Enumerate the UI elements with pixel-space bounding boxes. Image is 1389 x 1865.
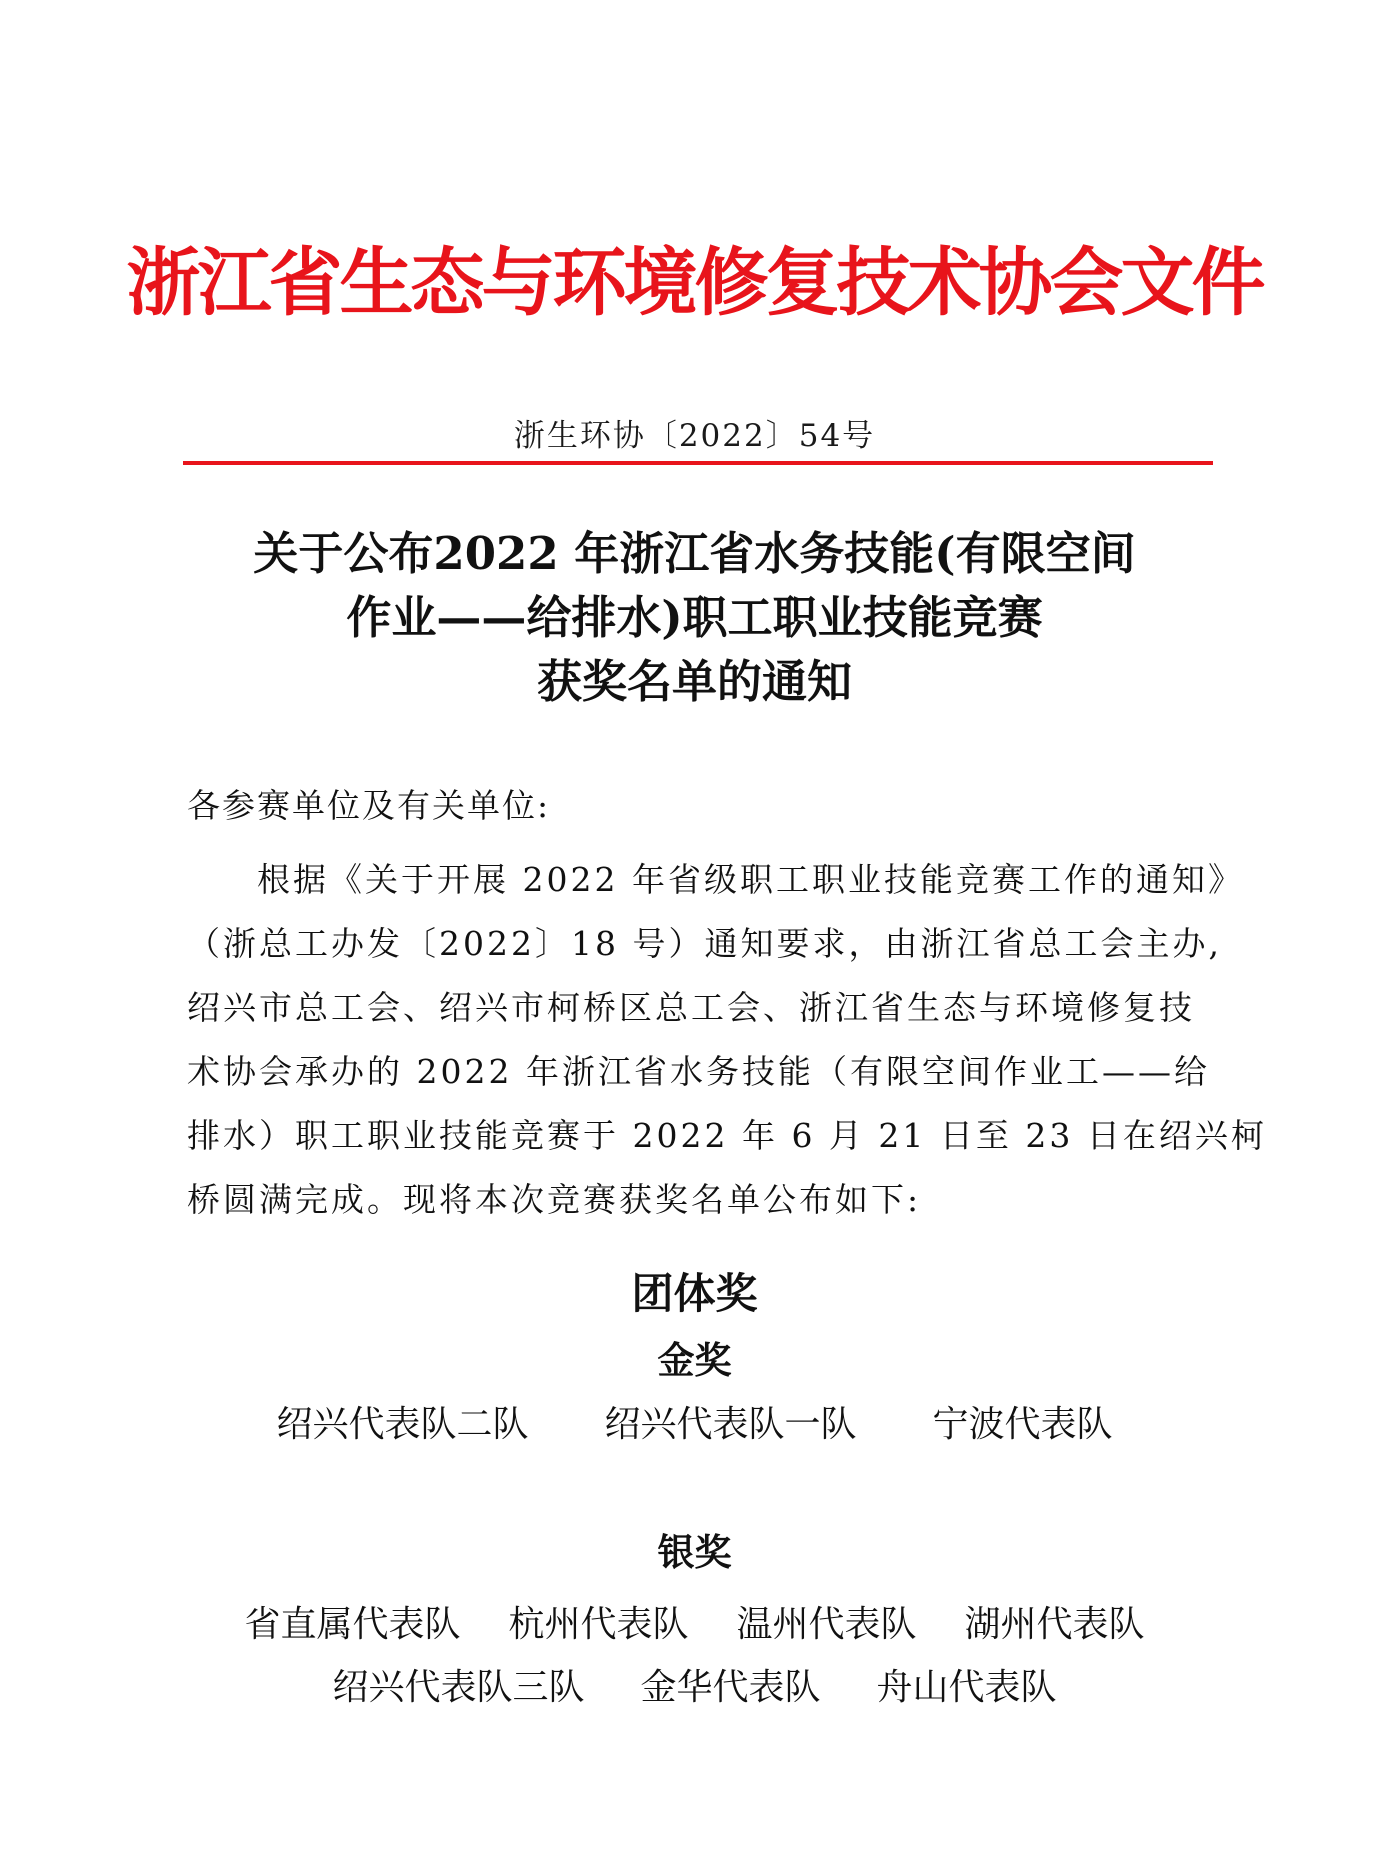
- body-line: 绍兴市总工会、绍兴市柯桥区总工会、浙江省生态与环境修复技: [187, 988, 1195, 1027]
- silver-team: 舟山代表队: [876, 1667, 1057, 1708]
- gold-team: 宁波代表队: [932, 1404, 1113, 1445]
- body-line: 根据《关于开展 2022 年省级职工职业技能竞赛工作的通知》: [257, 860, 1244, 899]
- silver-award-heading: 银奖: [657, 1531, 732, 1574]
- silver-team: 杭州代表队: [508, 1604, 689, 1645]
- gold-team: 绍兴代表队二队: [276, 1404, 529, 1445]
- silver-team: 绍兴代表队三队: [332, 1667, 585, 1708]
- body-line: 桥圆满完成。现将本次竞赛获奖名单公布如下:: [187, 1180, 922, 1219]
- notice-title-line: 作业——给排水)职工职业技能竞赛: [346, 591, 1043, 644]
- silver-award-list-row-1: [0, 1601, 1389, 1649]
- header-divider: [183, 461, 1213, 465]
- gold-award-list: [0, 1401, 1389, 1449]
- silver-team: 金华代表队: [640, 1667, 821, 1708]
- silver-team: 温州代表队: [736, 1604, 917, 1645]
- document-number: 浙生环协〔2022〕54号: [513, 418, 876, 454]
- body-line: 排水）职工职业技能竞赛于 2022 年 6 月 21 日至 23 日在绍兴柯: [187, 1116, 1267, 1155]
- document-header-title: 浙江省生态与环境修复技术协会文件: [126, 240, 1263, 326]
- notice-title-line: 关于公布2022 年浙江省水务技能(有限空间: [253, 527, 1136, 580]
- notice-title: [0, 522, 1389, 714]
- gold-team: 绍兴代表队一队: [604, 1404, 857, 1445]
- body-line: 术协会承办的 2022 年浙江省水务技能（有限空间作业工——给: [187, 1052, 1210, 1091]
- silver-team: 湖州代表队: [964, 1604, 1145, 1645]
- silver-award-list-row-2: [0, 1664, 1389, 1712]
- body-line: （浙总工办发〔2022〕18 号）通知要求，由浙江省总工会主办,: [187, 924, 1222, 963]
- body-paragraph: [187, 848, 1267, 1232]
- silver-team: 省直属代表队: [244, 1604, 461, 1645]
- gold-award-heading: 金奖: [657, 1339, 732, 1382]
- salutation: 各参赛单位及有关单位:: [187, 786, 551, 825]
- team-award-heading: 团体奖: [631, 1269, 758, 1318]
- notice-title-line: 获奖名单的通知: [536, 655, 852, 708]
